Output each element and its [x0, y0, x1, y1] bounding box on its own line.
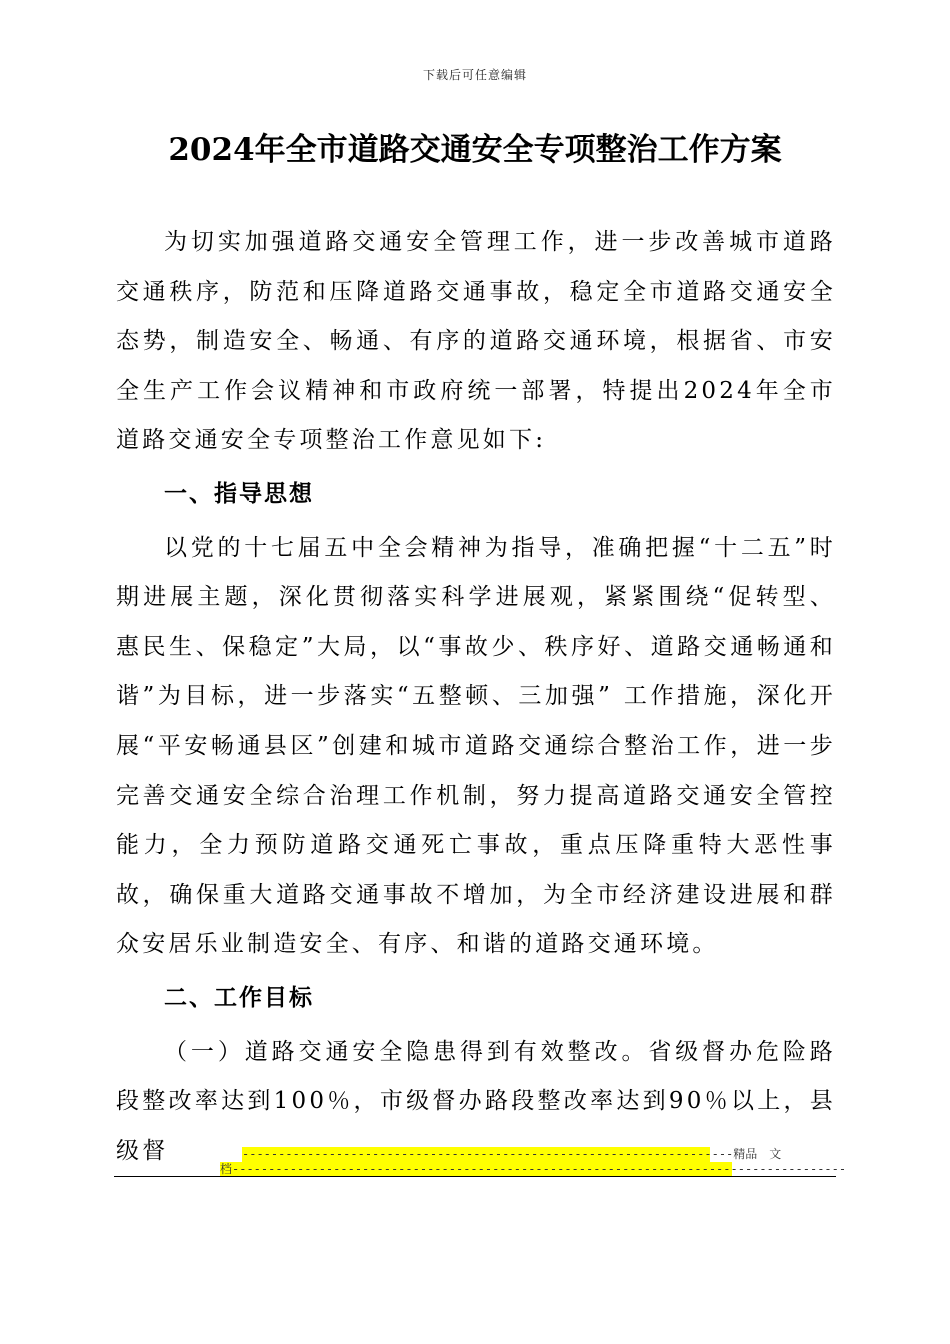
section-heading-guiding-ideology: 一、指导思想 — [164, 480, 314, 507]
footer-watermark — [220, 1147, 847, 1177]
footer-line-2: 档------------------------------------------------------------------------------------- — [220, 1162, 847, 1176]
footer-line-1: --------------------------------------------------------------------精品 文 — [242, 1147, 782, 1161]
intro-paragraph: 为切实加强道路交通安全管理工作，进一步改善城市道路交通秩序，防范和压降道路交通事故，稳定全市道路交通安全态势，制造安全、畅通、有序的道路交通环境，根据省、市安全生产工作会议精神和市政府统一部署，特提出2024年全市道路交通安全专项整治工作意见如下: — [116, 229, 836, 454]
footer-divider — [114, 1176, 836, 1177]
document-body — [116, 218, 847, 1176]
section-heading-work-goals: 二、工作目标 — [164, 984, 314, 1011]
guiding-ideology-paragraph: 以党的十七届五中全会精神为指导，准确把握“十二五”时期进展主题，深化贯彻落实科学进展观，紧紧围绕“促转型、惠民生、保稳定”大局，以“事故少、秩序好、道路交通畅通和谐”为目标，进一步落实“五整顿、三加强” 工作措施，深化开展“平安畅通县区”创建和城市道路交通综合整治工作，进一步完善交通安全综合治理工作机制，努力提高道路交通安全管控能力，全力预防道路交通死亡事故，重点压降重特大恶性事故，确保重大道路交通事故不增加，为全市经济建设进展和群众安居乐业制造安全、有序、和谐的道路交通环境。 — [116, 534, 836, 958]
page-header-note: 下载后可任意编辑 — [422, 68, 527, 82]
work-goals-paragraph: （一）道路交通安全隐患得到有效整改。省级督办危险路段整改率达到100％，市级督办路段整改率达到90％以上，县级督 — [116, 1038, 836, 1164]
document-title: 2024年全市道路交通安全专项整治工作方案 — [168, 132, 782, 168]
